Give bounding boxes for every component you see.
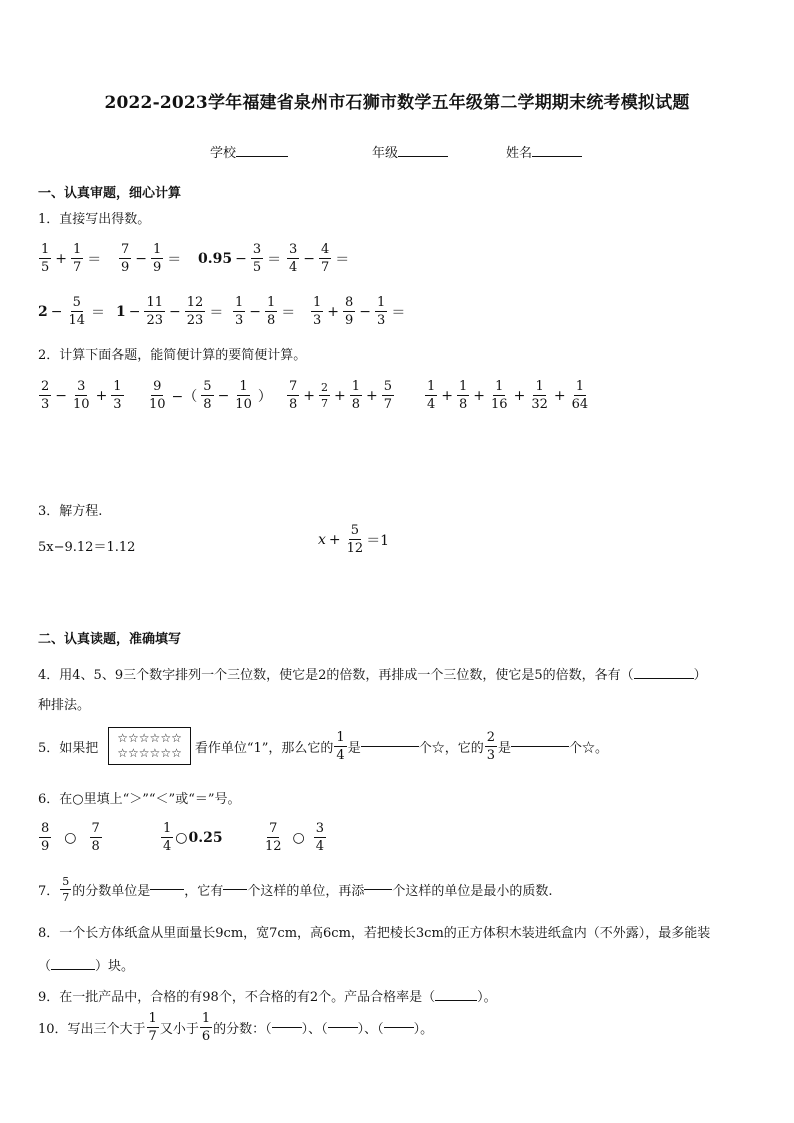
question-5: 5．如果把 ☆☆☆☆☆☆ ☆☆☆☆☆☆ 看作单位“1”，那么它的 $\frac{1}{4}$ 是 个☆，它的 $\frac{2}{3}$ 是 个☆。	[38, 727, 608, 765]
q3-equation-2: x + $\frac{5}{12}$ ＝1	[318, 523, 390, 556]
section-2-heading: 二、认真读题，准确填写	[38, 632, 182, 647]
q2-expr-2: $\frac{9}{10}$ −（ $\frac{5}{8}$ − $\frac{1}{10}$ ）	[149, 379, 272, 412]
q3-equation-1: 5x−9.12＝1.12	[38, 540, 136, 555]
question-2: 2．计算下面各题，能简便计算的要简便计算。	[38, 348, 307, 363]
q2-expr-1: $\frac{2}{3}$ − $\frac{3}{10}$ + $\frac{1}{3}$	[41, 379, 122, 412]
question-9: 9．在一批产品中，合格的有98个，不合格的有2个。产品合格率是（ ）。	[38, 990, 497, 1005]
q1-expr-8: $\frac{1}{3}$ + $\frac{8}{9}$ − $\frac{1}{3}$ ＝	[313, 295, 406, 328]
question-8: 8．一个长方体纸盒从里面量长9cm，宽7cm，高6cm，若把棱长3cm的正方体积木装进纸盒内（不外露），最多能装	[38, 926, 711, 941]
q2-expr-3: $\frac{7}{8}$ + $\frac{2}{7}$ + $\frac{1}{8}$ + $\frac{5}{7}$	[289, 379, 393, 412]
name-field: 姓名	[506, 142, 582, 161]
question-10: 10．写出三个大于 $\frac{1}{7}$ 又小于 $\frac{1}{6}$ 的分数：（ ）、（ ）、（ ）。	[38, 1011, 434, 1044]
q6-compare-1: $\frac{8}{9}$ ○ $\frac{7}{8}$	[41, 821, 100, 854]
question-4: 4．用4、5、9三个数字排列一个三位数，使它是2的倍数，再排成一个三位数，使它是5的倍数，各有（ ）	[38, 668, 707, 683]
question-8-cont: （ ）块。	[38, 959, 135, 974]
school-field: 学校	[210, 142, 288, 161]
grade-field: 年级	[372, 142, 448, 161]
question-7: 7． $\frac{5}{7}$ 的分数单位是 ，它有 个这样的单位，再添 个这样的单位是最小的质数.	[38, 875, 553, 904]
q1-expr-3: 0.95 − $\frac{3}{5}$ ＝	[198, 242, 282, 275]
q1-expr-1: $\frac{1}{5}$ + $\frac{1}{7}$ ＝	[41, 242, 102, 275]
page-title: 2022-2023学年福建省泉州市石狮市数学五年级第二学期期末统考模拟试题	[104, 93, 690, 113]
star-box: ☆☆☆☆☆☆ ☆☆☆☆☆☆	[108, 727, 191, 765]
q1-expr-5: 2 − $\frac{5}{14}$ ＝	[38, 295, 106, 328]
q1-expr-7: $\frac{1}{3}$ − $\frac{1}{8}$ ＝	[235, 295, 296, 328]
q1-expr-4: $\frac{3}{4}$ − $\frac{4}{7}$ ＝	[289, 242, 350, 275]
section-1-heading: 一、认真审题，细心计算	[38, 186, 182, 201]
q1-expr-2: $\frac{7}{9}$ − $\frac{1}{9}$ ＝	[121, 242, 182, 275]
question-3: 3．解方程.	[38, 504, 103, 519]
question-6: 6．在○里填上“＞”“＜”或“＝”号。	[38, 792, 241, 807]
question-1: 1．直接写出得数。	[38, 212, 151, 227]
q6-compare-2: $\frac{1}{4}$ ○ 0.25	[163, 821, 223, 854]
q2-expr-4: $\frac{1}{4}$ + $\frac{1}{8}$ + $\frac{1}{16}$ + $\frac{1}{32}$ + $\frac{1}{64}$	[427, 379, 589, 412]
q6-compare-3: $\frac{7}{12}$ ○ $\frac{3}{4}$	[265, 821, 325, 854]
q1-expr-6: 1 − $\frac{11}{23}$ − $\frac{12}{23}$ ＝	[116, 295, 224, 328]
question-4-cont: 种排法。	[38, 698, 91, 713]
